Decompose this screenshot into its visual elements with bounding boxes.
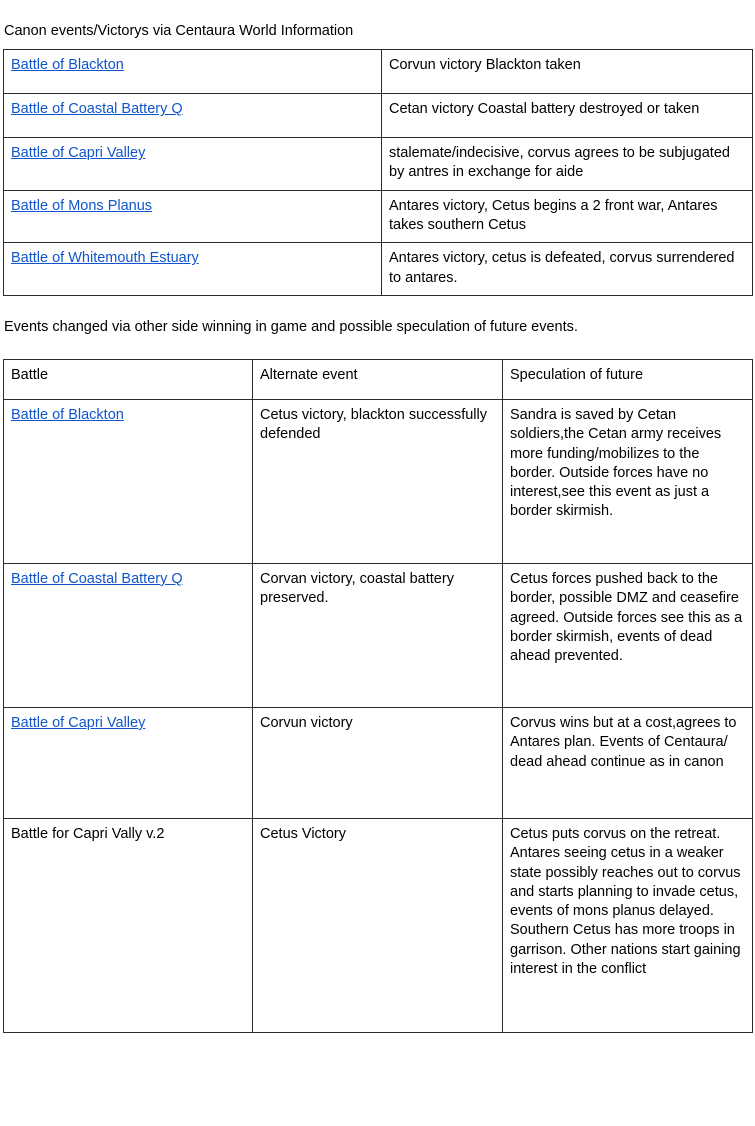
alt-speculation-cell: Cetus puts corvus on the retreat. Antares seeing cetus in a weaker state possibly reaches out to corvus and starts planning to invade cetus, events of mons planus delayed. Southern Cetus has more troops in garrison. Other nations start gaining interest in the conflict xyxy=(503,818,753,1032)
table-header-row xyxy=(4,359,753,399)
table-row xyxy=(4,563,753,707)
battle-link-mons-planus[interactable]: Battle of Mons Planus xyxy=(11,197,153,214)
alt-speculation-cell: Cetus forces pushed back to the border, possible DMZ and ceasefire agreed. Outside forces see this as a border skirmish, events of dead ahead prevented. xyxy=(503,563,753,707)
canon-battle-cell xyxy=(4,138,382,191)
battle-link-coastal-battery-q[interactable]: Battle of Coastal Battery Q xyxy=(11,101,183,118)
canon-outcome-cell: Corvun victory Blackton taken xyxy=(382,50,753,94)
canon-outcome-cell: Cetan victory Coastal battery destroyed or taken xyxy=(382,94,753,138)
alternate-section-heading: Events changed via other side winning in game and possible speculation of future events. xyxy=(4,318,578,335)
table-row xyxy=(4,243,753,296)
table-row xyxy=(4,50,753,94)
column-header-speculation: Speculation of future xyxy=(503,359,753,399)
alt-battle-cell xyxy=(4,563,253,707)
canon-events-table xyxy=(3,49,753,296)
alt-event-cell: Cetus victory, blackton successfully defended xyxy=(253,399,503,563)
alt-event-cell: Corvun victory xyxy=(253,707,503,818)
alt-battle-cell xyxy=(4,707,253,818)
canon-battle-cell xyxy=(4,243,382,296)
table-row xyxy=(4,707,753,818)
alt-battle-cell: Battle for Capri Vally v.2 xyxy=(4,818,253,1032)
table-row xyxy=(4,138,753,191)
canon-outcome-cell: stalemate/indecisive, corvus agrees to be subjugated by antres in exchange for aide xyxy=(382,138,753,191)
canon-outcome-cell: Antares victory, Cetus begins a 2 front war, Antares takes southern Cetus xyxy=(382,190,753,243)
battle-link-blackton[interactable]: Battle of Blackton xyxy=(11,57,124,74)
column-header-battle: Battle xyxy=(4,359,253,399)
table-row xyxy=(4,190,753,243)
alt-event-cell: Corvan victory, coastal battery preserved. xyxy=(253,563,503,707)
alt-speculation-cell: Sandra is saved by Cetan soldiers,the Cetan army receives more funding/mobilizes to the border. Outside forces have no interest,see this event as just a border skirmish. xyxy=(503,399,753,563)
battle-link-whitemouth-estuary[interactable]: Battle of Whitemouth Estuary xyxy=(11,250,199,267)
canon-outcome-cell: Antares victory, cetus is defeated, corvus surrendered to antares. xyxy=(382,243,753,296)
alternate-events-table xyxy=(3,359,753,1033)
alt-event-cell: Cetus Victory xyxy=(253,818,503,1032)
canon-section-heading: Canon events/Victorys via Centaura World Information xyxy=(4,23,354,39)
table-row xyxy=(4,94,753,138)
table-row xyxy=(4,399,753,563)
canon-battle-cell xyxy=(4,190,382,243)
canon-battle-cell xyxy=(4,94,382,138)
table-row xyxy=(4,818,753,1032)
canon-battle-cell xyxy=(4,50,382,94)
alt-speculation-cell: Corvus wins but at a cost,agrees to Antares plan. Events of Centaura/ dead ahead continue as in canon xyxy=(503,707,753,818)
column-header-alternate-event: Alternate event xyxy=(253,359,503,399)
battle-link-capri-valley[interactable]: Battle of Capri Valley xyxy=(11,145,146,162)
battle-link-capri-valley-alt[interactable]: Battle of Capri Valley xyxy=(11,714,146,731)
battle-link-coastal-battery-q-alt[interactable]: Battle of Coastal Battery Q xyxy=(11,570,183,587)
battle-link-blackton-alt[interactable]: Battle of Blackton xyxy=(11,406,124,423)
alt-battle-cell xyxy=(4,399,253,563)
